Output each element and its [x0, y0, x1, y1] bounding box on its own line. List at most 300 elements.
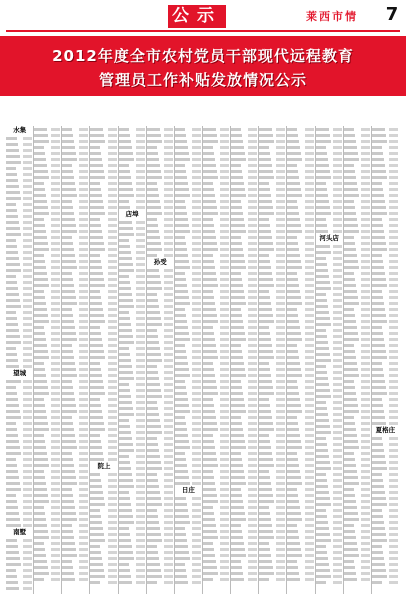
recipient-name: [344, 572, 356, 575]
recipient-name: [90, 254, 100, 257]
recipient-name: [287, 308, 297, 311]
recipient-name: [119, 317, 130, 320]
subsidy-amount: [248, 410, 257, 413]
recipient-name: [259, 266, 271, 269]
subsidy-amount: [305, 494, 314, 497]
recipient-name: [372, 272, 385, 275]
subsidy-amount: [276, 242, 285, 245]
subsidy-amount: [248, 248, 257, 251]
recipient-name: [119, 182, 132, 185]
recipient-name: [6, 488, 21, 491]
subsidy-amount: [164, 569, 173, 572]
subsidy-amount: [361, 332, 370, 335]
subsidy-amount: [220, 134, 229, 137]
recipient-name: [344, 206, 355, 209]
subsidy-amount: [108, 302, 117, 305]
recipient-name: [231, 206, 242, 209]
recipient-name: [175, 224, 189, 227]
recipient-name: [119, 443, 133, 446]
subsidy-amount: [248, 308, 257, 311]
recipient-name: [175, 575, 187, 578]
subsidy-amount: [389, 557, 398, 560]
subsidy-amount: [305, 458, 314, 461]
recipient-name: [175, 581, 188, 584]
recipient-name: [203, 512, 214, 515]
recipient-name: [62, 242, 73, 245]
recipient-name: [147, 254, 157, 257]
recipient-name: [231, 458, 242, 461]
recipient-name: [90, 473, 100, 476]
subsidy-amount: [389, 497, 398, 500]
subsidy-amount: [276, 212, 285, 215]
subsidy-amount: [192, 290, 201, 293]
subsidy-amount: [108, 545, 117, 548]
recipient-name: [6, 155, 20, 158]
recipient-name: [147, 299, 158, 302]
subsidy-amount: [136, 359, 145, 362]
recipient-name: [231, 272, 241, 275]
recipient-name: [372, 509, 382, 512]
recipient-name: [203, 128, 216, 131]
subsidy-amount: [136, 287, 145, 290]
subsidy-amount: [276, 446, 285, 449]
recipient-name: [62, 152, 76, 155]
recipient-name: [344, 260, 358, 263]
subsidy-amount: [79, 236, 88, 239]
subsidy-amount: [108, 266, 117, 269]
recipient-name: [287, 392, 299, 395]
recipient-name: [34, 452, 47, 455]
subsidy-amount: [51, 386, 60, 389]
recipient-name: [372, 296, 383, 299]
subsidy-amount: [276, 356, 285, 359]
subsidy-amount: [136, 239, 145, 242]
subsidy-amount: [220, 170, 229, 173]
recipient-name: [6, 143, 18, 146]
recipient-name: [259, 560, 272, 563]
recipient-name: [344, 392, 356, 395]
recipient-name: [259, 440, 270, 443]
subsidy-amount: [23, 323, 32, 326]
subsidy-amount: [23, 305, 32, 308]
subsidy-amount: [79, 428, 88, 431]
subsidy-amount: [333, 329, 342, 332]
recipient-name: [231, 560, 241, 563]
recipient-name: [147, 569, 161, 572]
recipient-name: [231, 356, 243, 359]
recipient-name: [231, 182, 244, 185]
subsidy-amount: [361, 428, 370, 431]
subsidy-amount: [192, 254, 201, 257]
recipient-name: [119, 491, 129, 494]
recipient-name: [175, 344, 185, 347]
subsidy-amount: [361, 560, 370, 563]
headline-line-1: 2012年度全市农村党员干部现代远程教育: [52, 47, 354, 65]
subsidy-amount: [79, 206, 88, 209]
subsidy-amount: [192, 581, 201, 584]
subsidy-amount: [164, 176, 173, 179]
subsidy-amount: [276, 548, 285, 551]
recipient-name: [6, 551, 19, 554]
table-row: [119, 579, 146, 585]
subsidy-amount: [136, 194, 145, 197]
subsidy-amount: [276, 338, 285, 341]
subsidy-amount: [79, 332, 88, 335]
subsidy-amount: [389, 314, 398, 317]
recipient-name: [175, 236, 185, 239]
recipient-name: [231, 380, 241, 383]
subsidy-amount: [305, 380, 314, 383]
subsidy-amount: [51, 404, 60, 407]
recipient-name: [34, 260, 45, 263]
recipient-name: [175, 188, 189, 191]
recipient-name: [287, 464, 299, 467]
subsidy-amount: [108, 152, 117, 155]
recipient-name: [147, 134, 161, 137]
subsidy-amount: [389, 164, 398, 167]
subsidy-amount: [333, 389, 342, 392]
subsidy-amount: [361, 386, 370, 389]
subsidy-amount: [220, 194, 229, 197]
recipient-name: [259, 464, 274, 467]
recipient-name: [259, 548, 270, 551]
recipient-name: [372, 344, 385, 347]
subsidy-amount: [333, 377, 342, 380]
recipient-name: [119, 539, 131, 542]
subsidy-amount: [136, 251, 145, 254]
recipient-name: [316, 317, 330, 320]
recipient-name: [203, 380, 216, 383]
recipient-name: [90, 212, 105, 215]
subsidy-amount: [220, 290, 229, 293]
subsidy-amount: [108, 551, 117, 554]
subsidy-amount: [192, 218, 201, 221]
subsidy-amount: [79, 344, 88, 347]
subsidy-amount: [108, 338, 117, 341]
recipient-name: [90, 344, 103, 347]
subsidy-amount: [361, 350, 370, 353]
recipient-name: [90, 206, 104, 209]
recipient-name: [259, 200, 272, 203]
subsidy-amount: [23, 557, 32, 560]
subsidy-amount: [361, 512, 370, 515]
subsidy-amount: [276, 326, 285, 329]
recipient-name: [203, 482, 215, 485]
recipient-name: [259, 518, 271, 521]
subsidy-amount: [305, 296, 314, 299]
subsidy-amount: [79, 392, 88, 395]
subsidy-amount: [248, 164, 257, 167]
recipient-name: [287, 272, 297, 275]
subsidy-amount: [51, 266, 60, 269]
recipient-name: [344, 446, 359, 449]
subsidy-amount: [305, 416, 314, 419]
district-heading: 院上: [97, 462, 111, 470]
subsidy-amount: [192, 284, 201, 287]
recipient-name: [90, 440, 101, 443]
recipient-name: [259, 224, 270, 227]
recipient-name: [203, 332, 214, 335]
recipient-name: [6, 227, 20, 230]
subsidy-amount: [389, 224, 398, 227]
subsidy-amount: [108, 248, 117, 251]
recipient-name: [147, 341, 159, 344]
subsidy-amount: [23, 404, 32, 407]
subsidy-amount: [361, 482, 370, 485]
subsidy-amount: [51, 548, 60, 551]
recipient-name: [62, 416, 72, 419]
recipient-name: [316, 182, 326, 185]
recipient-name: [203, 530, 217, 533]
subsidy-amount: [220, 422, 229, 425]
subsidy-amount: [248, 284, 257, 287]
recipient-name: [62, 224, 76, 227]
subsidy-amount: [192, 128, 201, 131]
recipient-name: [259, 308, 272, 311]
recipient-name: [259, 524, 272, 527]
subsidy-amount: [23, 422, 32, 425]
recipient-name: [90, 527, 103, 530]
subsidy-amount: [51, 524, 60, 527]
subsidy-amount: [389, 539, 398, 542]
subsidy-amount: [108, 386, 117, 389]
recipient-name: [90, 374, 102, 377]
recipient-name: [259, 182, 269, 185]
subsidy-amount: [248, 578, 257, 581]
subsidy-amount: [248, 140, 257, 143]
recipient-name: [372, 188, 383, 191]
subsidy-amount: [248, 236, 257, 239]
recipient-name: [344, 254, 357, 257]
recipient-name: [344, 224, 358, 227]
recipient-name: [287, 578, 300, 581]
recipient-name: [6, 251, 18, 254]
recipient-name: [316, 134, 330, 137]
subsidy-amount: [164, 182, 173, 185]
recipient-name: [259, 170, 273, 173]
recipient-name: [6, 476, 19, 479]
recipient-name: [119, 158, 134, 161]
subsidy-amount: [23, 251, 32, 254]
subsidy-amount: [192, 515, 201, 518]
subsidy-amount: [389, 545, 398, 548]
recipient-name: [344, 332, 358, 335]
recipient-name: [90, 422, 104, 425]
table-row: [90, 579, 117, 585]
subsidy-amount: [248, 350, 257, 353]
recipient-name: [203, 452, 216, 455]
subsidy-amount: [51, 422, 60, 425]
recipient-name: [203, 134, 217, 137]
subsidy-amount: [23, 524, 32, 527]
subsidy-amount: [276, 482, 285, 485]
subsidy-amount: [276, 440, 285, 443]
subsidy-amount: [192, 380, 201, 383]
subsidy-amount: [164, 158, 173, 161]
recipient-name: [6, 221, 19, 224]
recipient-name: [34, 278, 48, 281]
page-number: 7: [385, 4, 399, 25]
recipient-name: [34, 158, 46, 161]
recipient-name: [34, 404, 45, 407]
recipient-name: [90, 224, 101, 227]
recipient-name: [231, 320, 243, 323]
subsidy-amount: [248, 188, 257, 191]
subsidy-amount: [79, 266, 88, 269]
subsidy-amount: [276, 386, 285, 389]
recipient-name: [344, 140, 356, 143]
recipient-name: [259, 272, 272, 275]
subsidy-amount: [389, 200, 398, 203]
recipient-name: [259, 410, 271, 413]
recipient-name: [119, 449, 134, 452]
recipient-name: [372, 248, 387, 251]
subsidy-amount: [220, 446, 229, 449]
recipient-name: [62, 506, 75, 509]
recipient-name: [34, 380, 47, 383]
recipient-name: [344, 362, 357, 365]
recipient-name: [259, 416, 272, 419]
subsidy-amount: [164, 581, 173, 584]
recipient-name: [34, 230, 46, 233]
subsidy-amount: [23, 365, 32, 368]
recipient-name: [344, 500, 356, 503]
subsidy-amount: [305, 158, 314, 161]
subsidy-amount: [305, 230, 314, 233]
table-row: [62, 576, 89, 582]
recipient-name: [372, 152, 383, 155]
subsidy-amount: [164, 347, 173, 350]
subsidy-amount: [220, 146, 229, 149]
recipient-name: [34, 170, 48, 173]
subsidy-amount: [136, 461, 145, 464]
subsidy-amount: [361, 320, 370, 323]
headline-line-2: 管理员工作补贴发放情况公示: [98, 71, 307, 89]
subsidy-amount: [136, 221, 145, 224]
subsidy-amount: [276, 188, 285, 191]
table-column: [259, 126, 287, 594]
recipient-name: [147, 509, 157, 512]
recipient-name: [287, 212, 299, 215]
recipient-name: [372, 164, 385, 167]
subsidy-amount: [276, 158, 285, 161]
subsidy-amount: [305, 392, 314, 395]
recipient-name: [119, 551, 133, 554]
subsidy-amount: [108, 473, 117, 476]
subsidy-amount: [305, 410, 314, 413]
recipient-name: [119, 563, 129, 566]
recipient-name: [175, 332, 189, 335]
recipient-name: [372, 497, 386, 500]
recipient-name: [90, 266, 102, 269]
recipient-name: [203, 320, 218, 323]
recipient-name: [372, 236, 385, 239]
recipient-name: [90, 503, 105, 506]
subsidy-amount: [305, 470, 314, 473]
recipient-name: [259, 296, 270, 299]
recipient-name: [34, 524, 47, 527]
subsidy-amount: [248, 458, 257, 461]
subsidy-amount: [164, 152, 173, 155]
recipient-name: [119, 467, 131, 470]
subsidy-amount: [51, 482, 60, 485]
recipient-name: [203, 242, 217, 245]
subsidy-amount: [23, 434, 32, 437]
subsidy-amount: [220, 566, 229, 569]
subsidy-amount: [136, 581, 145, 584]
subsidy-amount: [164, 293, 173, 296]
recipient-name: [287, 452, 297, 455]
subsidy-amount: [164, 461, 173, 464]
subsidy-amount: [333, 263, 342, 266]
subsidy-amount: [333, 491, 342, 494]
subsidy-amount: [248, 452, 257, 455]
subsidy-amount: [51, 428, 60, 431]
subsidy-amount: [164, 563, 173, 566]
subsidy-amount: [389, 320, 398, 323]
subsidy-amount: [333, 200, 342, 203]
recipient-name: [90, 200, 103, 203]
recipient-name: [6, 281, 17, 284]
recipient-name: [372, 467, 387, 470]
subsidy-amount: [136, 257, 145, 260]
subsidy-amount: [164, 275, 173, 278]
recipient-name: [147, 389, 161, 392]
recipient-name: [372, 194, 384, 197]
subsidy-amount: [248, 374, 257, 377]
recipient-name: [287, 266, 302, 269]
recipient-name: [175, 200, 185, 203]
subsidy-amount: [333, 293, 342, 296]
recipient-name: [62, 278, 73, 281]
subsidy-amount: [248, 548, 257, 551]
subsidy-amount: [276, 524, 285, 527]
subsidy-amount: [51, 152, 60, 155]
subsidy-amount: [248, 206, 257, 209]
recipient-name: [259, 236, 272, 239]
recipient-name: [62, 230, 77, 233]
recipient-name: [203, 518, 215, 521]
district-heading: 水集: [13, 126, 27, 134]
recipient-name: [90, 479, 101, 482]
subsidy-amount: [108, 569, 117, 572]
recipient-name: [231, 236, 241, 239]
recipient-name: [147, 425, 161, 428]
subsidy-amount: [108, 422, 117, 425]
subsidy-amount: [108, 164, 117, 167]
recipient-name: [175, 497, 186, 500]
subsidy-amount: [108, 404, 117, 407]
recipient-name: [119, 479, 133, 482]
subsidy-amount: [79, 572, 88, 575]
subsidy-amount: [51, 320, 60, 323]
recipient-name: [259, 434, 269, 437]
recipient-name: [147, 497, 161, 500]
subsidy-amount: [389, 176, 398, 179]
table-row: [6, 585, 33, 591]
recipient-name: [90, 392, 105, 395]
recipient-name: [90, 362, 100, 365]
subsidy-amount: [220, 572, 229, 575]
recipient-name: [90, 551, 101, 554]
recipient-name: [34, 218, 44, 221]
recipient-name: [147, 287, 162, 290]
recipient-name: [34, 134, 48, 137]
subsidy-amount: [361, 338, 370, 341]
recipient-name: [259, 158, 271, 161]
subsidy-amount: [108, 290, 117, 293]
subsidy-amount: [361, 266, 370, 269]
